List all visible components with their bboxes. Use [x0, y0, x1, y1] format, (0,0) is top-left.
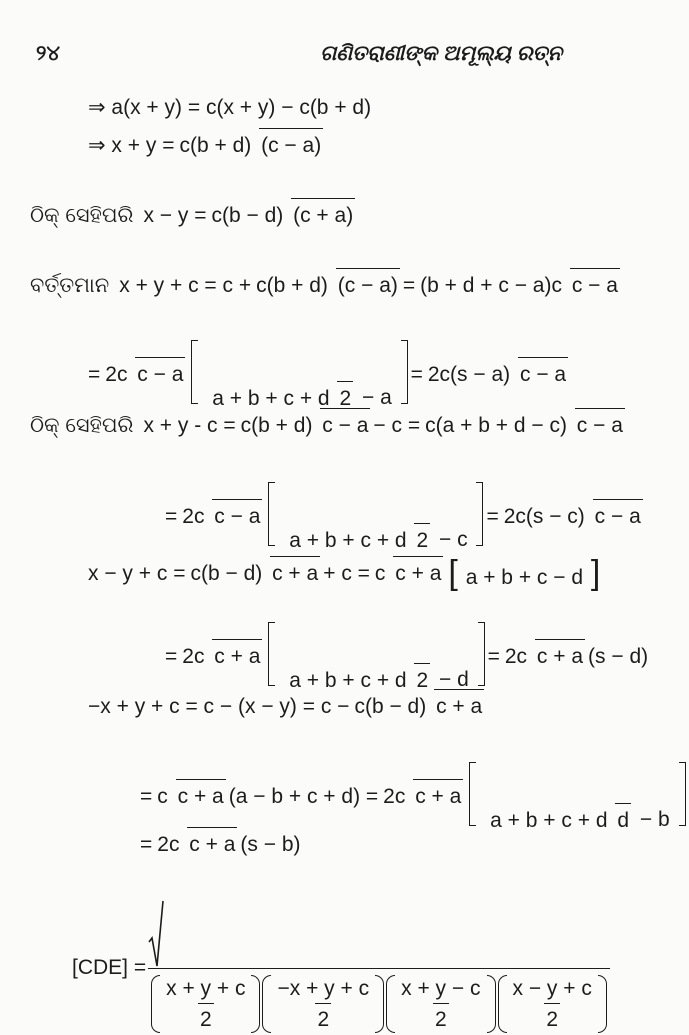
equals-sign: =: [140, 833, 153, 856]
denominator: c − a: [575, 408, 625, 437]
left-paren: [262, 975, 271, 1033]
numerator: c(b + d): [240, 414, 313, 437]
fraction: [188, 563, 320, 584]
equation-text: ⇒ x + y =: [88, 134, 175, 157]
equation-text: − a: [361, 386, 392, 409]
fraction: [180, 506, 262, 527]
fraction: [180, 646, 262, 667]
equation-text: (s − b): [240, 833, 301, 856]
equation-text: x − y =: [143, 204, 207, 227]
right-paren: [375, 975, 384, 1033]
fraction: [426, 364, 568, 385]
equation-line-2: [88, 135, 326, 156]
fraction: [287, 670, 430, 691]
denominator: (c − a): [336, 268, 400, 297]
numerator: c(b + d): [256, 274, 328, 297]
right-paren: [487, 975, 496, 1033]
denominator: c − a: [570, 268, 620, 297]
equation-text: (s − d): [588, 644, 649, 668]
numerator: x + y + c: [166, 977, 246, 1000]
denominator: d: [615, 803, 631, 832]
equation-line-8: [88, 556, 602, 590]
fraction: [418, 275, 620, 296]
fraction: [254, 275, 400, 296]
numerator: c(b − d): [211, 204, 284, 227]
equals-sign: =: [88, 362, 101, 386]
numerator: 2c: [157, 833, 180, 856]
equals-sign: =: [402, 274, 416, 297]
fraction: [502, 506, 643, 527]
fraction: [155, 786, 225, 807]
equals-sign: =: [165, 644, 178, 668]
left-paren: [498, 975, 507, 1033]
equals-sign: =: [165, 504, 178, 528]
denominator: c − a: [320, 408, 370, 437]
denominator: c − a: [593, 499, 643, 528]
numerator: c(b − d): [354, 695, 427, 718]
equals-sign: =: [410, 362, 423, 386]
page-number: ୨୪: [36, 42, 60, 65]
equation-line-9: [165, 622, 648, 691]
numerator: c: [157, 784, 168, 808]
right-paren: [251, 975, 260, 1033]
fraction: [209, 205, 355, 226]
numerator: 2c: [182, 504, 205, 528]
left-bracket: [: [448, 554, 458, 592]
denominator: 2: [315, 1003, 331, 1030]
numerator: 2c: [504, 644, 528, 668]
right-paren: [598, 975, 607, 1033]
odia-label: ବର୍ତ୍ତମାନ: [30, 274, 110, 297]
right-bracket: [401, 340, 408, 404]
equals-sign: =: [140, 784, 153, 808]
equation-line-3: [30, 205, 358, 226]
denominator: c + a: [187, 827, 237, 856]
fraction: [164, 978, 247, 1030]
right-bracket: [476, 482, 483, 546]
equation-text: (a − b + c + d) =: [228, 784, 379, 808]
numerator: −x + y + c: [277, 977, 370, 1000]
left-bracket: [268, 622, 275, 686]
equation-text: − d: [438, 668, 469, 691]
denominator: c + a: [212, 639, 262, 668]
denominator: c + a: [393, 556, 443, 585]
denominator: c + a: [535, 639, 585, 668]
fraction: [352, 696, 484, 717]
left-bracket: [191, 340, 198, 404]
denominator: c − a: [212, 499, 262, 528]
left-bracket: [469, 762, 476, 826]
square-root: [148, 900, 610, 1035]
numerator: a + b + c + d: [289, 668, 407, 692]
equation-line-12: [140, 834, 301, 855]
denominator: c + a: [413, 779, 463, 808]
denominator: 2: [198, 1003, 214, 1030]
fraction: [287, 530, 430, 551]
denominator: 2: [433, 1003, 449, 1030]
numerator: a + b + c + d: [289, 528, 407, 552]
equation-text: [CDE] =: [72, 956, 147, 979]
radical-sign-icon: [148, 900, 164, 968]
left-bracket: [268, 482, 275, 546]
fraction: [381, 786, 463, 807]
denominator: (c − a): [259, 128, 323, 157]
odia-label: ଠିକ୍ ସେହିପରି: [30, 414, 134, 437]
numerator: 2c: [383, 784, 406, 808]
equation-line-10: [88, 696, 487, 717]
equation-text: + c =: [323, 561, 370, 585]
equation-text: a + b + c − d: [465, 566, 584, 589]
bracket-group: [466, 762, 688, 831]
equation-line-13: [72, 900, 610, 1035]
denominator: 2: [544, 1003, 560, 1030]
equation-line-11: [140, 762, 689, 831]
right-bracket: [679, 762, 686, 826]
numerator: (b + d + c − a)c: [420, 274, 562, 297]
numerator: c(b + d): [179, 134, 252, 157]
numerator: a + b + c + d: [212, 386, 330, 410]
fraction: [503, 646, 585, 667]
bracket-group: [188, 340, 410, 409]
equals-sign: =: [486, 504, 499, 528]
denominator: c + a: [434, 689, 484, 718]
numerator: 2c(s − a): [427, 362, 511, 386]
equation-text: −x + y + c = c − (x − y) = c −: [88, 695, 350, 718]
numerator: a + b + c + d: [490, 808, 608, 832]
odia-label: ଠିକ୍ ସେହିପରି: [30, 204, 134, 227]
fraction: [511, 978, 594, 1030]
denominator: c − a: [135, 357, 185, 386]
denominator: c + a: [176, 779, 226, 808]
fraction: [423, 415, 625, 436]
numerator: 2c(s − c): [503, 504, 585, 528]
numerator: 2c: [182, 644, 205, 668]
denominator: (c + a): [291, 198, 355, 227]
fraction: [177, 135, 323, 156]
equation-line-7: [165, 482, 646, 551]
numerator: x − y + c: [512, 977, 592, 1000]
left-paren: [386, 975, 395, 1033]
numerator: c(b − d): [190, 561, 263, 585]
fraction: [399, 978, 482, 1030]
right-bracket: [478, 622, 485, 686]
bracket-group: [446, 556, 602, 590]
fraction: [275, 978, 371, 1030]
equation-text: x + y - c =: [143, 414, 236, 437]
fraction: [488, 810, 631, 831]
equation-text: ⇒ a(x + y) = c(x + y) − c(b + d): [88, 96, 372, 119]
equation-line-5: [88, 340, 571, 409]
denominator: 2: [337, 381, 353, 410]
equation-text: − b: [639, 808, 670, 831]
numerator: c: [374, 561, 386, 585]
fraction: [103, 364, 185, 385]
denominator: c + a: [270, 556, 320, 585]
equation-text: − c: [438, 528, 468, 551]
right-bracket: ]: [590, 554, 601, 592]
denominator: 2: [414, 663, 430, 692]
radicand: [148, 968, 610, 1035]
equation-line-6: [30, 415, 628, 436]
equals-sign: =: [487, 644, 500, 668]
numerator: x + y − c: [401, 977, 481, 1000]
fraction: [373, 563, 443, 584]
fraction: [239, 415, 371, 436]
bracket-group: [265, 482, 486, 551]
numerator: 2c: [105, 362, 128, 386]
equation-line-1: [88, 97, 371, 118]
running-title: ଗଣିତରାଣୀଙ୍କ ଅମୂଲ୍ୟ ରତ୍ନ: [320, 42, 562, 65]
denominator: c − a: [518, 357, 568, 386]
bracket-group: [265, 622, 487, 691]
equation-text: x − y + c =: [88, 561, 186, 585]
denominator: 2: [414, 523, 430, 552]
equation-text: x + y + c = c +: [119, 274, 252, 297]
fraction: [210, 388, 353, 409]
equation-line-4: [30, 275, 623, 296]
fraction: [155, 834, 237, 855]
equation-text: − c =: [373, 414, 421, 437]
numerator: c(a + b + d − c): [425, 414, 567, 437]
left-paren: [151, 975, 160, 1033]
